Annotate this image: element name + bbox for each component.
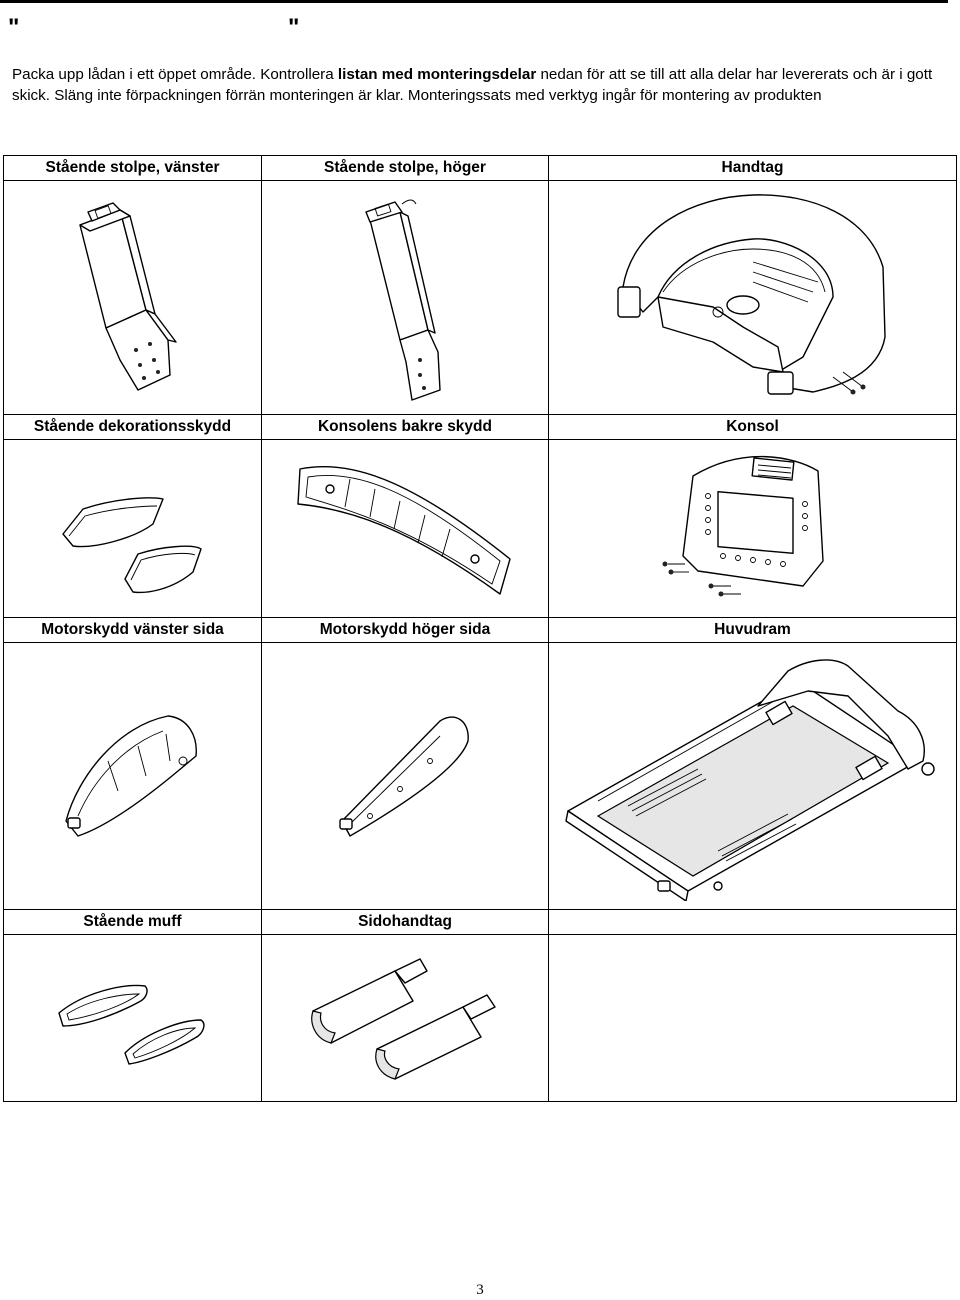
table-row <box>4 440 957 618</box>
section-header <box>8 14 948 44</box>
table-row <box>4 618 957 643</box>
part-label-upright-cover: Stående dekorationsskydd <box>4 415 262 440</box>
empty-cell <box>549 910 957 935</box>
part-label-main-frame: Huvudram <box>549 618 957 643</box>
parts-list-table <box>3 155 957 1102</box>
table-row <box>4 415 957 440</box>
upright-sleeve-illustration <box>4 935 262 1102</box>
right-upright-illustration <box>262 181 549 415</box>
page-number: 3 <box>476 1282 484 1298</box>
left-upright-illustration <box>4 181 262 415</box>
part-label-side-handle: Sidohandtag <box>262 910 549 935</box>
main-frame-illustration <box>549 643 957 910</box>
upright-cover-illustration <box>4 440 262 618</box>
part-label-upright-sleeve: Stående muff <box>4 910 262 935</box>
console-back-cover-illustration <box>262 440 549 618</box>
intro-text-1: Packa upp lådan i ett öppet område. Kontrollera <box>12 66 338 83</box>
part-label-motor-cover-right: Motorskydd höger sida <box>262 618 549 643</box>
top-rule <box>0 0 948 3</box>
table-row <box>4 910 957 935</box>
motor-cover-left-illustration <box>4 643 262 910</box>
part-label-console-back-cover: Konsolens bakre skydd <box>262 415 549 440</box>
table-row <box>4 181 957 415</box>
part-label-handlebar: Handtag <box>549 156 957 181</box>
intro-paragraph <box>12 64 947 106</box>
empty-illustration-cell <box>549 935 957 1102</box>
part-label-console: Konsol <box>549 415 957 440</box>
motor-cover-right-illustration <box>262 643 549 910</box>
side-handle-illustration <box>262 935 549 1102</box>
table-row <box>4 156 957 181</box>
console-illustration <box>549 440 957 618</box>
header-quote-right: " <box>288 14 300 41</box>
part-label-right-upright: Stående stolpe, höger <box>262 156 549 181</box>
intro-text-2: nedan för att se till att alla delar har levererats och är i gott skick. Släng inte förpackningen förrän monteringen är klar. Monteringssats med verktyg ingår för montering av produkten <box>12 66 933 104</box>
handlebar-illustration <box>549 181 957 415</box>
part-label-left-upright: Stående stolpe, vänster <box>4 156 262 181</box>
intro-text-bold: listan med monteringsdelar <box>337 66 537 83</box>
table-row <box>4 643 957 910</box>
header-quote-left: " <box>8 14 20 41</box>
table-row <box>4 935 957 1102</box>
part-label-motor-cover-left: Motorskydd vänster sida <box>4 618 262 643</box>
